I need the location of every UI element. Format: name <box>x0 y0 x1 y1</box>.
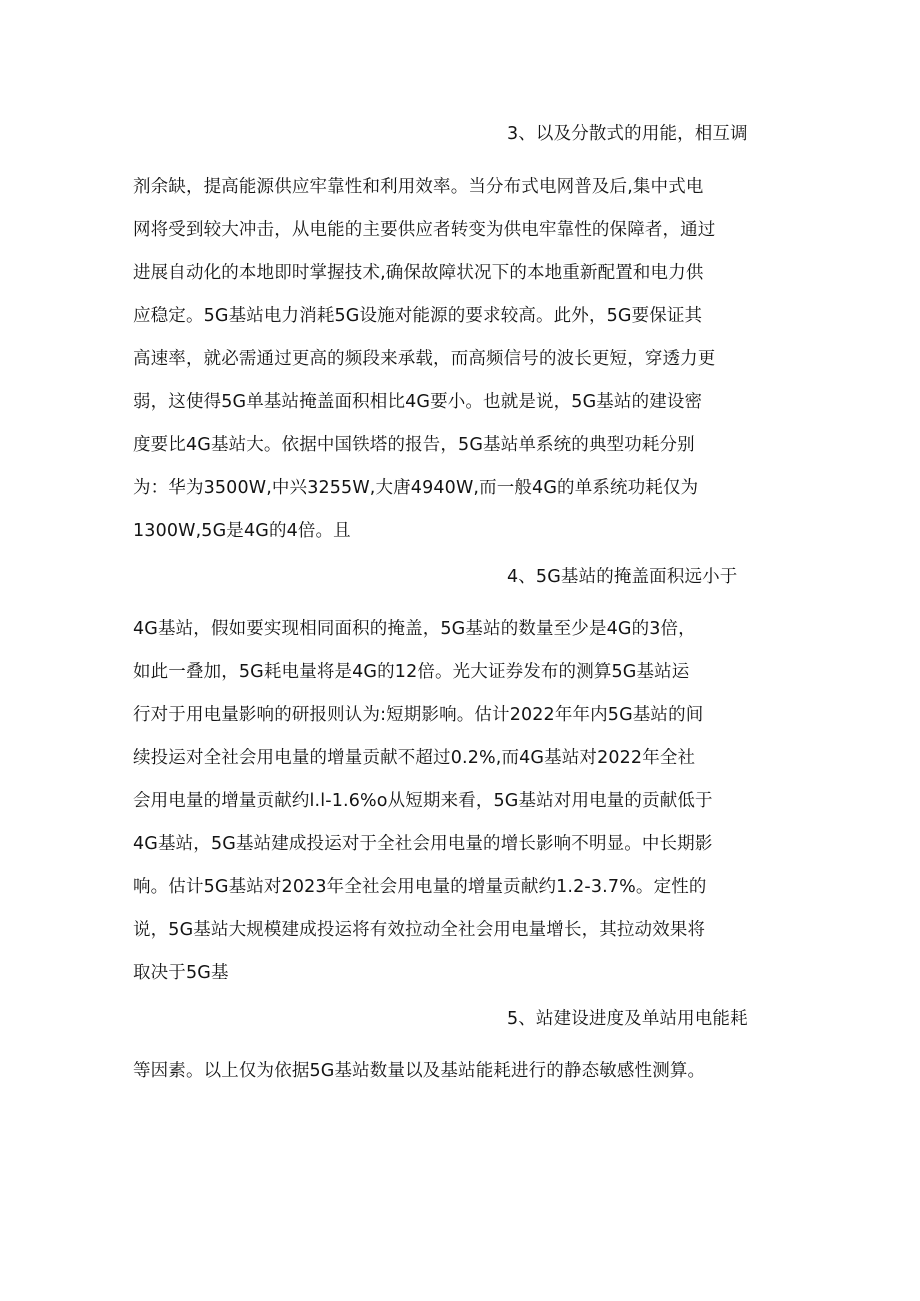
paragraph-line: 4G基站，5G基站建成投运对于全社会用电量的增长影响不明显。中长期影 <box>133 834 713 854</box>
section-5-lead: 5、站建设进度及单站用电能耗 <box>507 1009 748 1029</box>
paragraph-line: 如此一叠加，5G耗电量将是4G的12倍。光大证券发布的测算5G基站运 <box>133 662 690 682</box>
paragraph-line: 响。估计5G基站对2023年全社会用电量的增量贡献约1.2-3.7%。定性的 <box>133 877 707 897</box>
paragraph-line: 高速率，就必需通过更高的频段来承载，而高频信号的波长更短，穿透力更 <box>133 349 716 369</box>
paragraph-line: 进展自动化的本地即时掌握技术,确保故障状况下的本地重新配置和电力供 <box>133 263 704 283</box>
paragraph-line: 行对于用电量影响的研报则认为:短期影响。估计2022年年内5G基站的间 <box>133 705 704 725</box>
paragraph-line: 续投运对全社会用电量的增量贡献不超过0.2%,而4G基站对2022年全社 <box>133 748 696 768</box>
paragraph-line: 会用电量的增量贡献约l.l-1.6%o从短期来看，5G基站对用电量的贡献低于 <box>133 791 713 811</box>
paragraph-line: 4G基站，假如要实现相同面积的掩盖，5G基站的数量至少是4G的3倍， <box>133 619 696 639</box>
paragraph-line: 1300W,5G是4G的4倍。且 <box>133 521 351 541</box>
paragraph-line: 度要比4G基站大。依据中国铁塔的报告，5G基站单系统的典型功耗分别 <box>133 435 695 455</box>
paragraph-line: 取决于5G基 <box>133 963 229 983</box>
paragraph-line: 网将受到较大冲击，从电能的主要供应者转变为供电牢靠性的保障者，通过 <box>133 220 716 240</box>
section-4-lead: 4、5G基站的掩盖面积远小于 <box>507 567 738 587</box>
paragraph-line: 为：华为3500W,中兴3255W,大唐4940W,而一般4G的单系统功耗仅为 <box>133 478 699 498</box>
paragraph-line: 应稳定。5G基站电力消耗5G设施对能源的要求较高。此外，5G要保证其 <box>133 306 703 326</box>
paragraph-line: 弱，这使得5G单基站掩盖面积相比4G要小。也就是说，5G基站的建设密 <box>133 392 703 412</box>
paragraph-line: 等因素。以上仅为依据5G基站数量以及基站能耗进行的静态敏感性测算。 <box>133 1061 706 1081</box>
section-3-lead: 3、以及分散式的用能，相互调 <box>507 124 748 144</box>
paragraph-line: 剂余缺，提高能源供应牢靠性和利用效率。当分布式电网普及后,集中式电 <box>133 177 704 197</box>
paragraph-line: 说，5G基站大规模建成投运将有效拉动全社会用电量增长，其拉动效果将 <box>133 920 706 940</box>
